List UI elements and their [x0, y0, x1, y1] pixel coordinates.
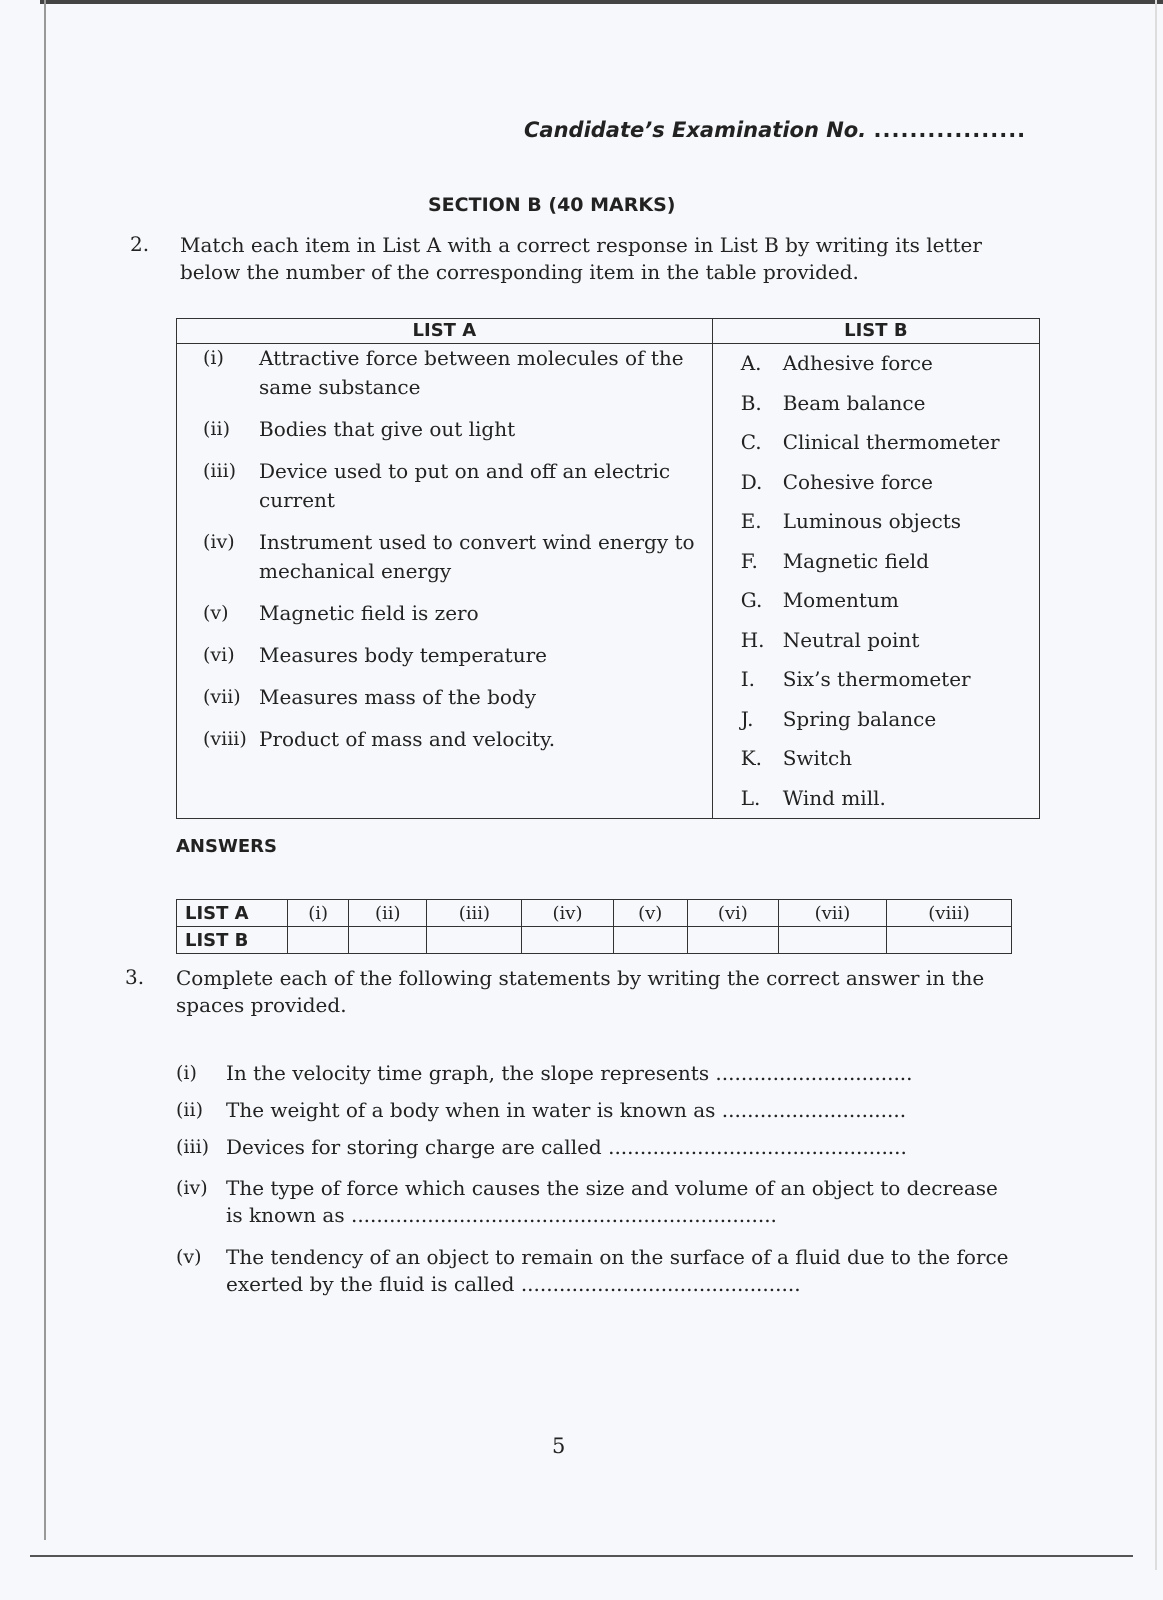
question-3-text: Complete each of the following statements by writing the correct answer in the spaces provided. — [176, 966, 985, 1017]
list-a-number: (iv) — [203, 531, 235, 553]
list-b-text: Magnetic field — [782, 548, 929, 573]
list-b-item — [713, 423, 1039, 463]
list-a-text: Measures mass of the body — [259, 685, 537, 709]
fill-in-number: (ii) — [176, 1099, 203, 1121]
list-b-text: Switch — [782, 746, 853, 770]
matching-table — [176, 318, 1040, 819]
list-a-item — [177, 641, 712, 670]
answer-cell[interactable] — [427, 927, 522, 954]
list-b-text: Neutral point — [782, 627, 920, 652]
list-b-text: Clinical thermometer — [782, 430, 1000, 454]
list-a-text: Bodies that give out light — [259, 417, 516, 441]
list-a-text: Product of mass and velocity. — [259, 727, 556, 751]
list-b-item — [713, 779, 1039, 819]
fill-in-number: (v) — [176, 1246, 202, 1268]
fill-in-text[interactable]: The weight of a body when in water is known as ............................. — [226, 1098, 907, 1122]
list-a-item — [177, 725, 712, 754]
answer-col-header: (viii) — [886, 900, 1011, 927]
answer-col-header: (i) — [288, 900, 349, 927]
fill-in-text[interactable]: Devices for storing charge are called ............................................... — [226, 1135, 907, 1159]
fill-in-text[interactable]: The tendency of an object to remain on the surface of a fluid due to the force exerted by the fluid is called ............................................ — [226, 1245, 1009, 1296]
list-a — [177, 344, 713, 819]
list-b-text: Spring balance — [782, 706, 937, 731]
answers-label: ANSWERS — [176, 836, 277, 857]
list-b-letter: C. — [740, 430, 762, 454]
list-a-item — [177, 344, 712, 402]
list-b-letter: F. — [740, 548, 758, 573]
fill-in-number: (iii) — [176, 1136, 210, 1158]
list-a-text: Instrument used to convert wind energy to mechanical energy — [259, 530, 695, 583]
list-b-text: Cohesive force — [782, 469, 933, 494]
list-a-number: (vii) — [203, 686, 241, 708]
page-bottom-rule — [30, 1555, 1133, 1557]
answer-cell[interactable] — [349, 927, 427, 954]
answer-col-header: (ii) — [349, 900, 427, 927]
list-b-letter: J. — [740, 706, 754, 731]
list-b-letter: H. — [740, 627, 765, 652]
candidate-dots: ................. — [873, 118, 1027, 142]
answer-cell[interactable] — [778, 927, 886, 954]
list-a-text: Attractive force between molecules of the same substance — [259, 346, 684, 399]
list-a-text: Device used to put on and off an electric current — [259, 459, 671, 512]
list-b-item — [713, 660, 1039, 700]
page-right-edge — [1155, 0, 1157, 1570]
fill-in-number: (iv) — [176, 1177, 208, 1199]
list-b-text: Six’s thermometer — [782, 667, 971, 691]
list-b-letter: A. — [740, 351, 762, 375]
candidate-exam-number — [524, 118, 1026, 142]
list-b-text: Beam balance — [782, 390, 926, 415]
list-b-item — [713, 621, 1039, 661]
list-b-item — [713, 542, 1039, 582]
fill-in-text[interactable]: The type of force which causes the size and volume of an object to decrease is known as ................................................................... — [226, 1176, 998, 1227]
list-a-text: Magnetic field is zero — [259, 601, 479, 625]
answer-cell[interactable] — [522, 927, 613, 954]
list-a-number: (vi) — [203, 644, 235, 666]
fill-in-item — [176, 1244, 1016, 1298]
answer-col-header: (iii) — [427, 900, 522, 927]
list-a-number: (i) — [203, 347, 224, 369]
list-b — [712, 344, 1039, 819]
question-3-number: 3. — [125, 965, 145, 989]
answers-row-list-b: LIST B — [177, 927, 288, 954]
candidate-label: Candidate’s Examination No. — [524, 118, 867, 142]
list-b-letter: D. — [740, 469, 763, 494]
fill-in-item — [176, 1175, 1016, 1229]
list-a-item — [177, 528, 712, 586]
answers-row-list-a: LIST A — [177, 900, 288, 927]
list-b-item — [713, 344, 1039, 384]
list-b-item — [713, 581, 1039, 621]
list-a-item — [177, 457, 712, 515]
answers-table — [176, 899, 1012, 954]
page-left-edge — [44, 0, 46, 1540]
list-a-number: (iii) — [203, 460, 237, 482]
answer-col-header: (vii) — [778, 900, 886, 927]
list-a-header: LIST A — [177, 319, 713, 344]
list-b-item — [713, 384, 1039, 424]
list-b-letter: B. — [740, 390, 762, 415]
fill-in-number: (i) — [176, 1062, 197, 1084]
question-2-number: 2. — [130, 232, 150, 256]
fill-in-item — [176, 1060, 1016, 1087]
section-title: SECTION B (40 MARKS) — [428, 194, 676, 216]
answer-col-header: (iv) — [522, 900, 613, 927]
list-a-number: (ii) — [203, 418, 230, 440]
answer-col-header: (v) — [613, 900, 687, 927]
list-a-item — [177, 683, 712, 712]
list-b-text: Wind mill. — [782, 785, 886, 810]
answer-cell[interactable] — [886, 927, 1011, 954]
list-b-letter: I. — [740, 667, 755, 691]
fill-in-item — [176, 1097, 1016, 1124]
answer-col-header: (vi) — [687, 900, 778, 927]
list-a-item — [177, 599, 712, 628]
answer-cell[interactable] — [687, 927, 778, 954]
list-b-item — [713, 463, 1039, 503]
list-a-number: (v) — [203, 602, 229, 624]
list-b-letter: K. — [740, 746, 763, 770]
list-a-text: Measures body temperature — [259, 643, 547, 667]
list-b-text: Adhesive force — [782, 351, 933, 375]
page-number: 5 — [552, 1434, 566, 1458]
fill-in-text[interactable]: In the velocity time graph, the slope represents ............................... — [226, 1061, 913, 1085]
list-b-header: LIST B — [712, 319, 1039, 344]
list-b-text: Luminous objects — [782, 509, 962, 533]
list-a-item — [177, 415, 712, 444]
question-2-text: Match each item in List A with a correct response in List B by writing its letter below the number of the corresponding item in the table provided. — [180, 233, 982, 284]
list-b-item — [713, 739, 1039, 779]
list-b-item — [713, 700, 1039, 740]
list-a-number: (viii) — [203, 728, 247, 750]
list-b-letter: L. — [740, 785, 761, 810]
answer-cell[interactable] — [613, 927, 687, 954]
answer-cell[interactable] — [288, 927, 349, 954]
fill-in-item — [176, 1134, 1016, 1161]
list-b-item — [713, 502, 1039, 542]
list-b-letter: G. — [740, 588, 763, 612]
list-b-text: Momentum — [782, 588, 899, 612]
page-top-edge — [40, 0, 1163, 4]
list-b-letter: E. — [740, 509, 762, 533]
